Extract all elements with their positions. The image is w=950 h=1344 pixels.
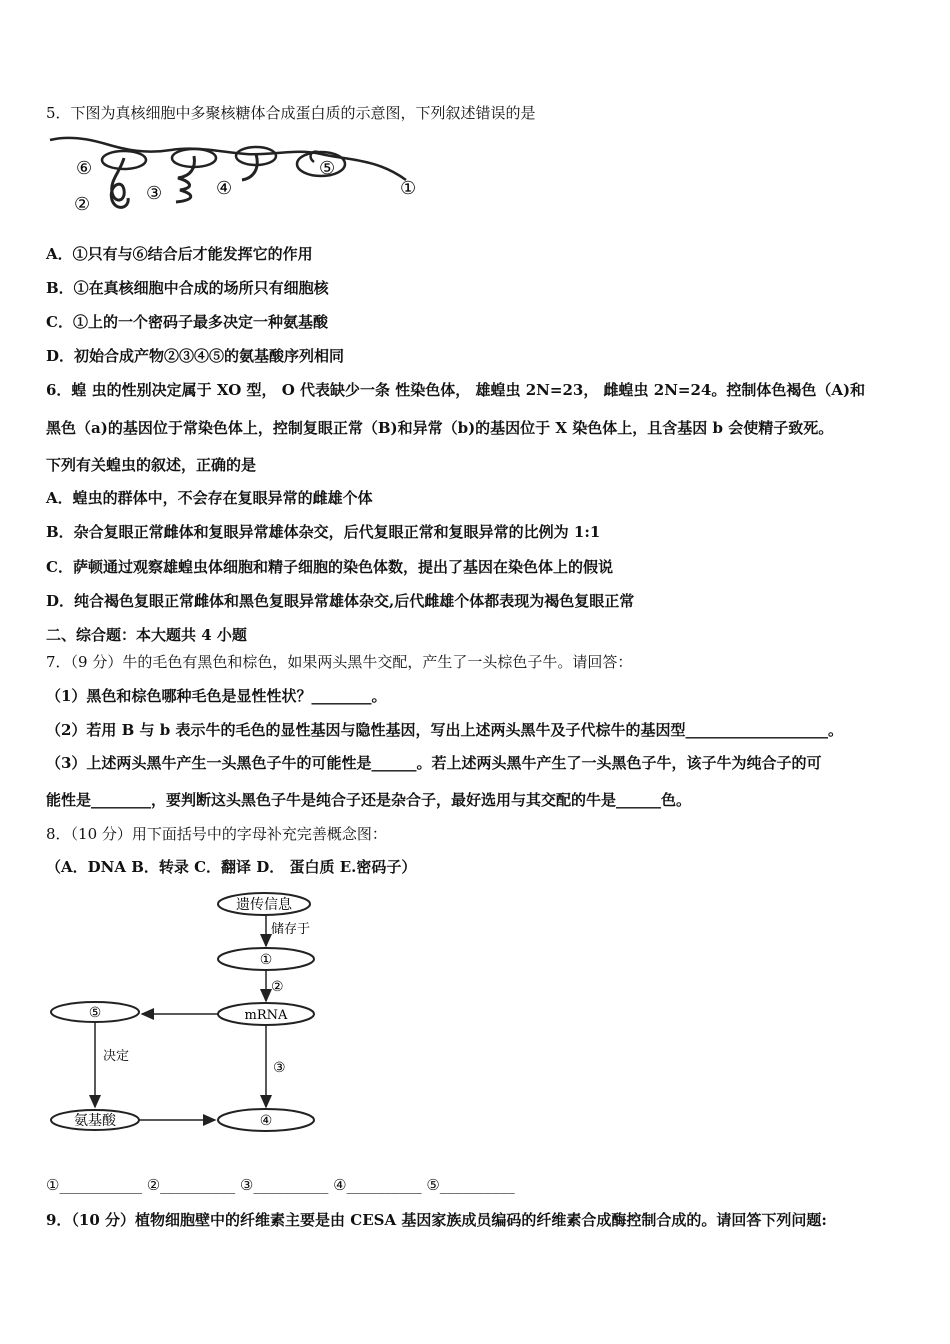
concept-map — [46, 888, 346, 1138]
q7-part-1: （1）黑色和棕色哪种毛色是显性性状？________。 — [46, 687, 387, 705]
label-3: ③ — [146, 183, 163, 204]
q6-option-c: C．萨顿通过观察雄蝗虫体细胞和精子细胞的染色体数，提出了基因在染色体上的假说 — [46, 558, 613, 576]
q5-option-a: A．①只有与⑥结合后才能发挥它的作用 — [46, 245, 313, 263]
q7-stem: 7．（9 分）牛的毛色有黑色和棕色，如果两头黑牛交配，产生了一头棕色子牛。请回答： — [46, 653, 633, 671]
node-amino-label: 氨基酸 — [74, 1113, 116, 1129]
label-6: ⑥ — [76, 158, 93, 179]
q7-part-2: （2）若用 B 与 b 表示牛的毛色的显性基因与隐性基因，写出上述两头黑牛及子代棕牛的基因型___________________。 — [46, 721, 843, 739]
q6-option-d: D．纯合褐色复眼正常雌体和黑色复眼异常雄体杂交,后代雌雄个体都表现为褐色复眼正常 — [46, 592, 635, 610]
node-4-label: ④ — [259, 1113, 273, 1129]
q8-answer-blanks[interactable]: ①___________ ②__________ ③__________ ④__________ ⑤__________ — [46, 1176, 515, 1194]
q7-part-3-cont: 能性是________，要判断这头黑色子牛是纯合子还是杂合子，最好选用与其交配的牛是______色。 — [46, 791, 692, 809]
edge-3-label: ③ — [273, 1060, 286, 1076]
polyribosome-figure — [46, 132, 436, 227]
label-5: ⑤ — [319, 158, 336, 179]
edge-store-label: 储存于 — [271, 922, 311, 937]
q5-stem: 5．下图为真核细胞中多聚核糖体合成蛋白质的示意图，下列叙述错误的是 — [46, 104, 536, 122]
section-heading: 二、综合题：本大题共 4 小题 — [46, 626, 247, 644]
q6-stem-line-1: 6．蝗 虫的性别决定属于 XO 型， O 代表缺少一条 性染色体， 雄蝗虫 2N=23， 雌蝗虫 2N=24。控制体色褐色（A)和 — [46, 381, 866, 399]
q7-part-3: （3）上述两头黑牛产生一头黑色子牛的可能性是______。若上述两头黑牛产生了一头黑色子牛，该子牛为纯合子的可 — [46, 754, 822, 772]
node-genetic-info-label: 遗传信息 — [236, 897, 292, 913]
q6-option-a: A．蝗虫的群体中，不会存在复眼异常的雌雄个体 — [46, 489, 373, 507]
q6-option-b: B．杂合复眼正常雌体和复眼异常雄体杂交，后代复眼正常和复眼异常的比例为 1:1 — [46, 523, 601, 541]
q8-choices: （A．DNA B．转录 C．翻译 D． 蛋白质 E.密码子） — [46, 858, 417, 876]
q6-stem-line-3: 下列有关蝗虫的叙述，正确的是 — [46, 456, 257, 474]
node-mrna-label: mRNA — [244, 1008, 288, 1023]
label-1: ① — [400, 178, 417, 199]
q5-option-b: B．①在真核细胞中合成的场所只有细胞核 — [46, 279, 329, 297]
label-2: ② — [74, 194, 91, 215]
q9-stem: 9．（10 分）植物细胞壁中的纤维素主要是由 CESA 基因家族成员编码的纤维素合成酶控制合成的。请回答下列问题: — [46, 1211, 827, 1229]
label-4: ④ — [216, 178, 233, 199]
node-5-label: ⑤ — [88, 1005, 102, 1021]
q6-stem-line-2: 黑色（a)的基因位于常染色体上，控制复眼正常（B)和异常（b)的基因位于 X 染色体上，且含基因 b 会使精子致死。 — [46, 419, 834, 437]
q8-stem: 8．（10 分）用下面括号中的字母补充完善概念图： — [46, 825, 387, 843]
edge-decide-label: 决定 — [103, 1049, 130, 1064]
edge-2-label: ② — [271, 979, 284, 995]
q5-option-c: C．①上的一个密码子最多决定一种氨基酸 — [46, 313, 328, 331]
node-1-label: ① — [259, 952, 273, 968]
q5-option-d: D．初始合成产物②③④⑤的氨基酸序列相同 — [46, 347, 345, 365]
